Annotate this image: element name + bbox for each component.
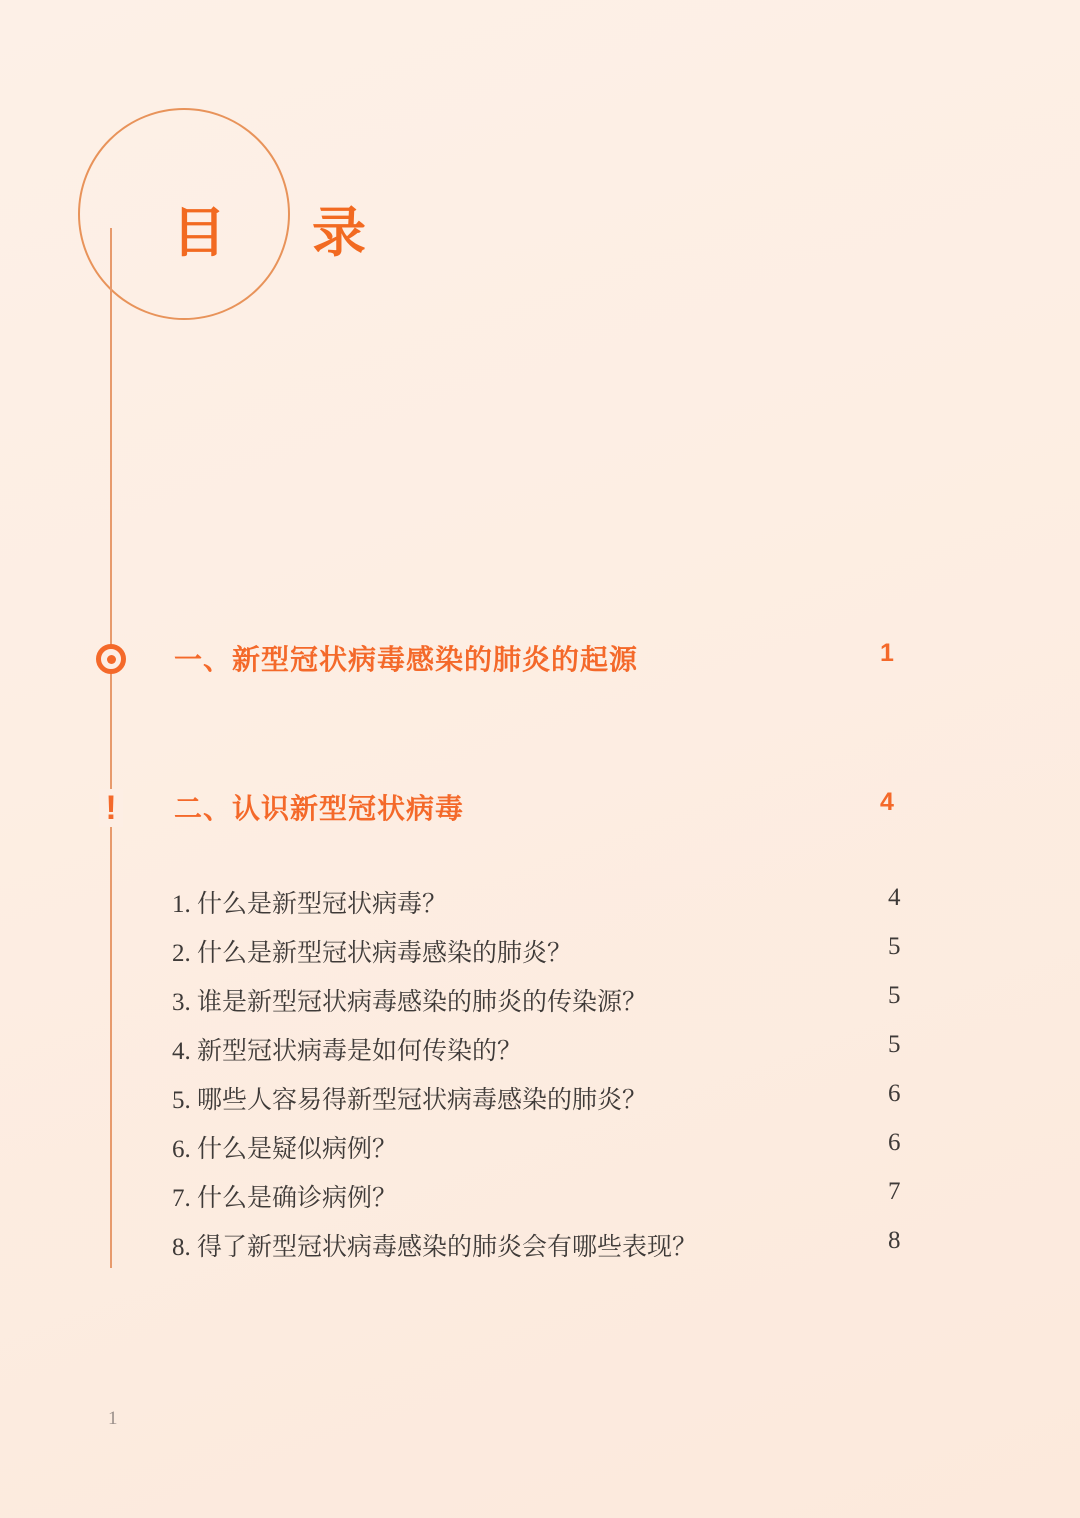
list-item[interactable] (0, 1129, 1080, 1178)
chapter-page-number: 1 (880, 639, 894, 667)
chapter-title: 一、新型冠状病毒感染的肺炎的起源 (174, 644, 639, 675)
subitem-label: 7. 什么是确诊病例？ (172, 1185, 398, 1212)
page-title: 目 录 (172, 203, 382, 263)
subitem-page-number: 6 (888, 1129, 901, 1156)
toc-chapter-row[interactable] (0, 640, 1080, 680)
list-item[interactable] (0, 1031, 1080, 1080)
list-item[interactable] (0, 933, 1080, 982)
chapter-title: 二、认识新型冠状病毒 (174, 793, 465, 824)
subitem-page-number: 7 (888, 1178, 901, 1205)
subitem-page-number: 8 (888, 1227, 901, 1254)
subitem-page-number: 5 (888, 1031, 901, 1058)
list-item[interactable] (0, 982, 1080, 1031)
subitem-label: 4. 新型冠状病毒是如何传染的？ (172, 1038, 523, 1065)
subitem-page-number: 4 (888, 884, 901, 911)
subitem-page-number: 6 (888, 1080, 901, 1107)
footer-page-number: 1 (108, 1408, 118, 1429)
subitem-label: 3. 谁是新型冠状病毒感染的肺炎的传染源？ (172, 989, 648, 1016)
subitem-label: 6. 什么是疑似病例？ (172, 1136, 398, 1163)
toc-subitem-list (0, 884, 1080, 1276)
subitem-label: 8. 得了新型冠状病毒感染的肺炎会有哪些表现？ (172, 1234, 698, 1261)
list-item[interactable] (0, 1227, 1080, 1276)
subitem-label: 5. 哪些人容易得新型冠状病毒感染的肺炎？ (172, 1087, 648, 1114)
exclamation-icon: ! (92, 789, 130, 827)
subitem-page-number: 5 (888, 933, 901, 960)
ring-icon (92, 640, 130, 678)
list-item[interactable] (0, 1080, 1080, 1129)
list-item[interactable] (0, 1178, 1080, 1227)
toc-chapter-row[interactable] (0, 789, 1080, 829)
subitem-page-number: 5 (888, 982, 901, 1009)
chapter-page-number: 4 (880, 788, 894, 816)
list-item[interactable] (0, 884, 1080, 933)
subitem-label: 2. 什么是新型冠状病毒感染的肺炎？ (172, 940, 573, 967)
subitem-label: 1. 什么是新型冠状病毒？ (172, 891, 448, 918)
